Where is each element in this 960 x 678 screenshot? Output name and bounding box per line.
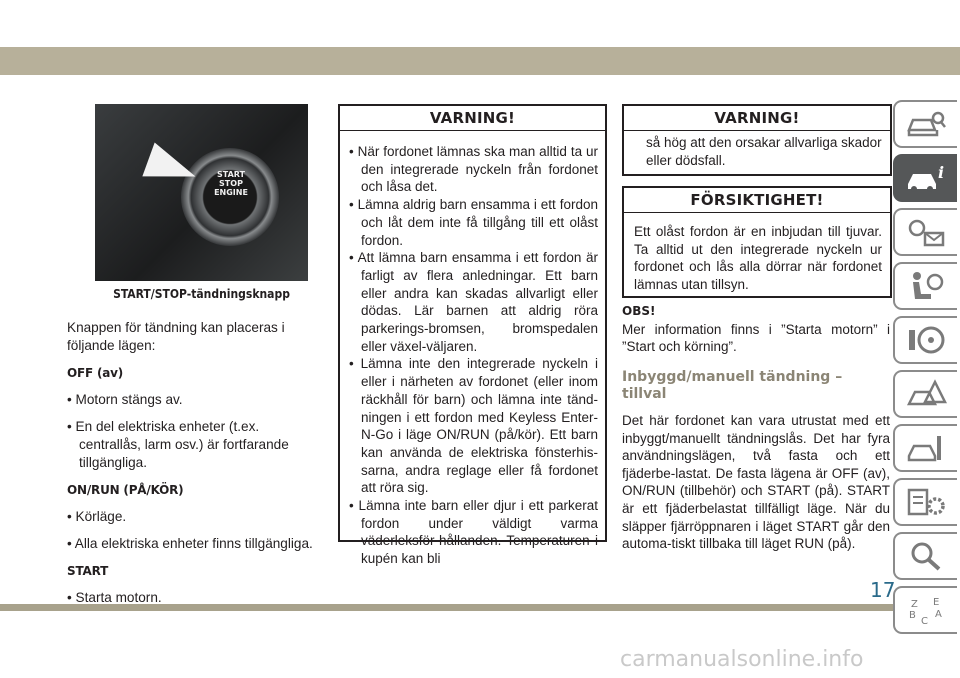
warning-title: VARNING! [340,106,605,131]
watermark: carmanualsonline.info [620,647,864,672]
tab-search[interactable] [893,532,957,580]
alphabet-index-icon [905,594,947,626]
warning-item: • När fordonet lämnas ska man alltid ta ur den integrerade nyckeln från fordonet och låsa det. [349,144,598,195]
on-item: • Alla elektriska enheter finns tillgängliga. [67,536,313,551]
warning-item: • Lämna inte barn eller djur i ett parkerat fordon under väldigt varma väderleksför-hållanden. Temperaturen i kupén kan bli [349,498,598,567]
magnifier-icon [905,540,947,572]
tab-index[interactable] [893,586,957,634]
warning-body [340,131,605,568]
caution-title: FÖRSIKTIGHET! [624,188,890,213]
warning-item: • Lämna aldrig barn ensamma i ett fordon och låt dem inte få tillgång till ett olåst fordon. [349,197,598,248]
page-number: 17 [870,578,896,602]
ignition-button-photo [95,104,308,281]
off-item: • En del elektriska enheter (t.ex. centrallås, larm osv.) är fortfarande tillgängliga. [67,419,289,470]
header-bar [0,0,960,85]
start-item: • Starta motorn. [67,590,162,605]
caution-box [622,186,892,298]
photo-caption: START/STOP-tändningsknapp [113,287,290,301]
svg-text:C: C [921,616,928,626]
steering-wheel-icon [905,324,947,356]
roadside-warning-icon [905,378,947,410]
tab-service[interactable] [893,424,957,472]
car-search-icon [905,108,947,140]
section-subheading: Inbyggd/manuell tändning – tillval [622,368,843,403]
warning-continued-text: så hög att den orsakar allvarliga skador eller dödsfall. [646,135,882,168]
tab-car-info[interactable] [893,154,957,202]
on-heading: ON/RUN (PÅ/KÖR) [67,483,184,497]
airbag-seat-icon [905,270,947,302]
button-label: START STOP ENGINE [214,170,248,197]
tab-warning-lights[interactable] [893,208,957,256]
right-column [622,303,890,553]
note-heading: OBS! [622,304,656,318]
svg-text:A: A [935,609,942,620]
tab-emergency[interactable] [893,370,957,418]
warning-box-continued [622,104,892,176]
note-text: Mer information finns i ”Starta motorn” i ”Start och körning”. [622,321,890,355]
tab-specifications[interactable] [893,478,957,526]
warning-item: • Att lämna barn ensamma i ett fordon är farligt av flera anledningar. Ett barn eller andra kan skadas allvarligt eller dödas. Lär barnen att aldrig röra parkerings-bromsen, bromspedalen eller växel-väljaren. [349,250,598,354]
left-column [67,104,321,616]
on-item: • Körläge. [67,509,127,524]
warning-light-mail-icon [905,216,947,248]
svg-text:i: i [938,163,945,182]
header-band [0,47,960,75]
warning-item: • Lämna inte den integrerade nyckeln i eller i närheten av fordonet (eller inom räckhåll för barn) och lämna inte tänd-ningen i ett fordon med Keyless Enter-N-Go i läge ON/RUN (på/kör). Ett barn kan använda de elektriska fönsterhis-sarna, andra reglage eller få fordonet att röra sig. [349,356,598,496]
off-heading: OFF (av) [67,366,124,380]
warning-box [338,104,607,567]
section-paragraph: Det här fordonet kan vara utrustat med ett inbyggt/manuellt tändningslås. Det har fyra användningslägen, två fasta och ett fjäderbe-lastat. De fasta lägena är OFF (av), ON/RUN (tillbehör) och START (på). START är ett fjäderbelastat tillfälligt läge. När du släpper fjärröppnaren i läget START går den automa-tiskt tillbaka till läget RUN (på). [622,412,890,552]
svg-text:B: B [909,610,916,621]
caution-text: Ett olåst fordon är en inbjudan till tjuvar. Ta alltid ut den integrerade nyckeln ur fordonet och lås alla dörrar när fordonet lämnas utan tillsyn. [634,224,882,293]
svg-text:Z: Z [911,599,918,610]
off-item: • Motorn stängs av. [67,392,183,407]
left-body [67,319,321,607]
chapter-tabs [893,100,960,640]
tab-driving[interactable] [893,316,957,364]
intro-text: Knappen för tändning kan placeras i följande lägen: [67,320,285,353]
car-service-icon [905,432,947,464]
tab-safety[interactable] [893,262,957,310]
svg-text:E: E [933,597,940,608]
warning-title: VARNING! [624,106,890,131]
specs-gear-icon [905,486,947,518]
tab-car-search[interactable] [893,100,957,148]
start-heading: START [67,564,109,578]
car-info-icon [905,162,947,194]
